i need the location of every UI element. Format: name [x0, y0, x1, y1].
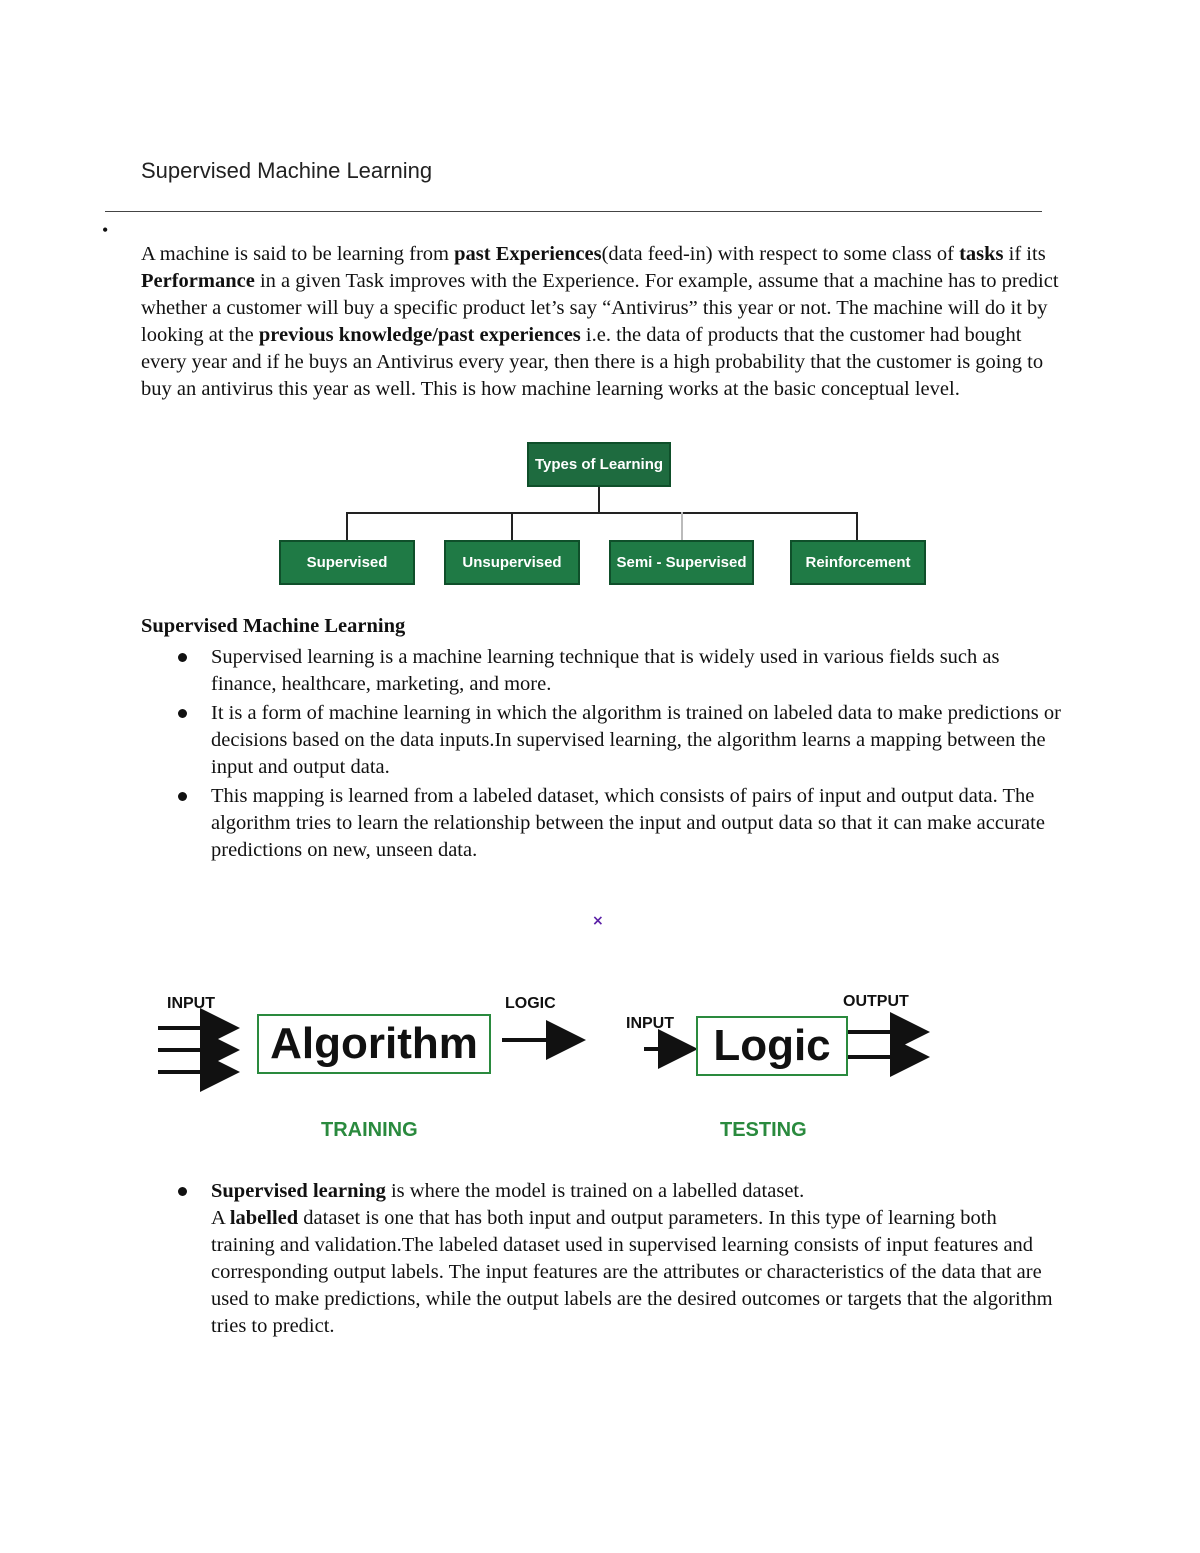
page-title: Supervised Machine Learning — [141, 158, 433, 183]
intro-bold-3: Performance — [141, 270, 255, 292]
bullet-dot — [178, 1187, 187, 1196]
testing-label: TESTING — [720, 1119, 807, 1141]
empty-bullet: • — [102, 220, 109, 240]
logic-box: Logic — [696, 1016, 848, 1076]
bullet-dot — [178, 653, 187, 662]
final-text-2: A — [211, 1207, 230, 1229]
bullet-dot — [178, 792, 187, 801]
final-text-1: is where the model is trained on a labelled dataset. — [385, 1180, 805, 1202]
output-label: OUTPUT — [843, 993, 909, 1010]
final-bold-1: Supervised learning — [211, 1180, 386, 1202]
intro-text-3: if its — [1003, 243, 1046, 265]
diagram-box-reinforcement: Reinforcement — [790, 540, 926, 585]
list-item — [141, 700, 1061, 781]
training-input-label: INPUT — [167, 995, 215, 1012]
intro-bold-1: past Experiences — [454, 243, 602, 265]
list-item — [141, 1178, 1061, 1340]
training-testing-diagram — [150, 985, 950, 1155]
final-bold-2: labelled — [229, 1207, 299, 1229]
intro-bold-2: tasks — [959, 243, 1004, 265]
algorithm-box: Algorithm — [257, 1014, 491, 1074]
diagram-box-semi-supervised: Semi - Supervised — [609, 540, 754, 585]
testing-input-label: INPUT — [626, 1015, 674, 1032]
intro-bold-4: previous knowledge/past experiences — [258, 324, 581, 346]
bullet-text: It is a form of machine learning in which the algorithm is trained on labeled data to make predictions or decisions based on the data inputs.In supervised learning, the algorithm learns a mapping between the input and output data. — [211, 702, 1061, 778]
diagram-root-box: Types of Learning — [527, 442, 671, 487]
connector-horizontal — [346, 512, 858, 514]
diagram-box-supervised: Supervised — [279, 540, 415, 585]
intro-text-2: (data feed-in) with respect to some class of — [601, 243, 960, 265]
connector-2 — [511, 512, 513, 540]
intro-text-1: A machine is said to be learning from — [141, 243, 455, 265]
training-label: TRAINING — [321, 1119, 418, 1141]
connector-3 — [681, 512, 683, 540]
intro-paragraph — [141, 241, 1061, 403]
list-item — [141, 783, 1061, 864]
supervised-bullet-list — [141, 644, 1061, 866]
intro-text-5: i.e. the data of products that the customer had bought every year and if he buys an Antivirus every year, then there is a high probability that the customer is going to buy an antivirus this year as well. This is how machine learning works at the basic conceptual level. — [141, 324, 1044, 400]
list-item — [141, 644, 1061, 698]
broken-image-icon: × — [592, 913, 604, 929]
connector-4 — [856, 512, 858, 540]
title-rule — [105, 211, 1042, 212]
final-bullet-list — [141, 1178, 1061, 1340]
bullet-text: This mapping is learned from a labeled dataset, which consists of pairs of input and output data. The algorithm tries to learn the relationship between the input and output data so that it can make accurate predictions on new, unseen data. — [211, 785, 1045, 861]
types-of-learning-diagram — [275, 440, 930, 588]
bullet-text: Supervised learning is a machine learning technique that is widely used in various fields such as finance, healthcare, marketing, and more. — [211, 646, 1000, 695]
connector-root — [598, 487, 600, 513]
section-heading: Supervised Machine Learning — [141, 615, 406, 637]
diagram-box-unsupervised: Unsupervised — [444, 540, 580, 585]
intro-text-4: in a given Task improves with the Experience. For example, assume that a machine has to predict whether a customer will buy a specific product let’s say “Antivirus” this year or not. The machine will do it by looking at the — [141, 270, 1059, 346]
final-text-3: dataset is one that has both input and output parameters. In this type of learning both training and validation.The labeled dataset used in supervised learning consists of input features and corresponding output labels. The input features are the attributes or characteristics of the data that are used to make predictions, while the output labels are the desired outcomes or targets that the algorithm tries to predict. — [211, 1207, 1053, 1337]
logic-label: LOGIC — [505, 995, 556, 1012]
connector-1 — [346, 512, 348, 540]
bullet-dot — [178, 709, 187, 718]
